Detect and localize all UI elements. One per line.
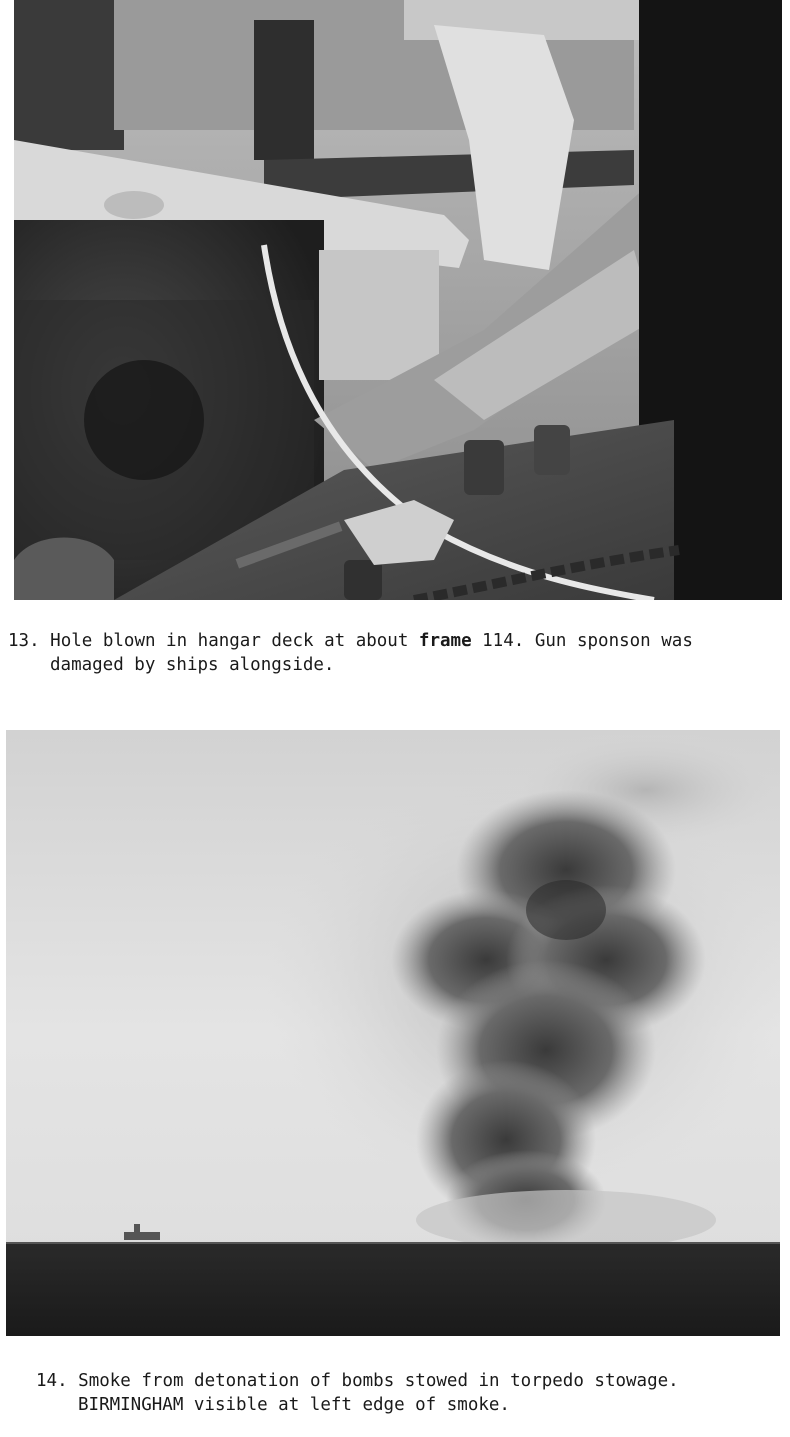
caption-photo-14 (36, 1369, 776, 1417)
caption-14-number: 14. (36, 1371, 68, 1391)
caption-13-line-1 (8, 629, 786, 653)
photo-smoke-detonation (6, 730, 780, 1336)
caption-photo-13 (8, 629, 786, 677)
caption-13-line-2: damaged by ships alongside. (50, 655, 335, 675)
caption-14-line-1 (36, 1369, 776, 1393)
photo-hangar-deck-hole (14, 0, 782, 600)
caption-13-frame-word: frame (418, 631, 472, 651)
photo-smoke-detonation-image (6, 730, 780, 1336)
caption-14-line-1-text: Smoke from detonation of bombs stowed in torpedo stowage. (78, 1371, 679, 1391)
caption-14-line-2: BIRMINGHAM visible at left edge of smoke. (78, 1395, 510, 1415)
caption-13-line-1-post: 114. Gun sponson was (471, 631, 693, 651)
photo-hangar-deck-hole-image (14, 0, 782, 600)
caption-13-line-1-pre: Hole blown in hangar deck at about (50, 631, 419, 651)
caption-13-number: 13. (8, 631, 40, 651)
